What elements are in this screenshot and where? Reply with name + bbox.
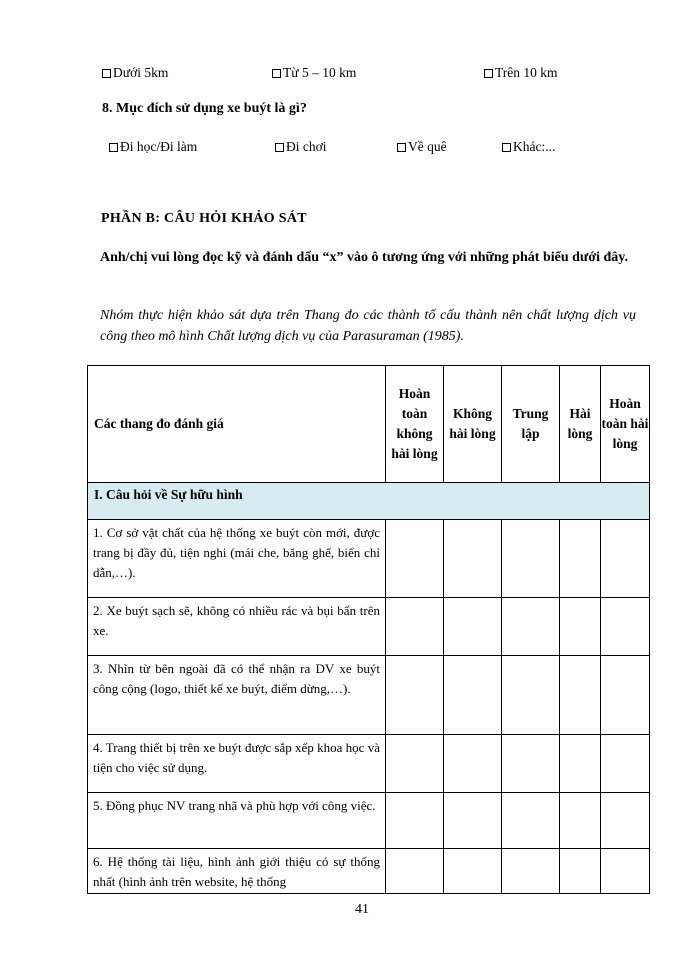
checkbox-icon[interactable] [484,69,493,78]
option-study-work[interactable]: Đi học/Đi làm [109,139,197,155]
instruction-text: Anh/chị vui lòng đọc kỹ và đánh dấu “x” vào ô tương ứng với những phát biểu dưới đây. [100,250,628,265]
table-row [88,598,650,656]
option-leisure[interactable]: Đi chơi [275,139,327,155]
scale-header: Hoàn toàn không hài lòng [386,366,444,483]
checkbox-icon[interactable] [272,69,281,78]
checkbox-icon[interactable] [102,69,111,78]
rating-cell[interactable] [560,520,601,598]
checkbox-icon[interactable] [275,143,284,152]
rating-cell[interactable] [560,849,601,894]
rating-cell[interactable] [601,656,650,735]
survey-table [87,365,650,894]
rating-cell[interactable] [444,656,502,735]
rating-cell[interactable] [386,735,444,793]
section-row [88,483,650,520]
rating-cell[interactable] [444,793,502,849]
rating-cell[interactable] [601,520,650,598]
rating-cell[interactable] [601,793,650,849]
item-text: 3. Nhìn từ bên ngoài đã có thể nhận ra DV xe buýt công cộng (logo, thiết kế xe buýt, điểm dừng,…). [88,656,386,735]
rating-cell[interactable] [502,598,560,656]
rating-cell[interactable] [560,793,601,849]
checkbox-icon[interactable] [109,143,118,152]
rating-cell[interactable] [444,520,502,598]
checkbox-icon[interactable] [397,143,406,152]
table-row [88,849,650,894]
rating-cell[interactable] [444,849,502,894]
scale-header: Hoàn toàn hài lòng [601,366,650,483]
item-text: 2. Xe buýt sạch sẽ, không có nhiều rác và bụi bẩn trên xe. [88,598,386,656]
option-5-10km[interactable]: Từ 5 – 10 km [272,65,356,81]
table-row [88,735,650,793]
item-text: 1. Cơ sở vật chất của hệ thống xe buýt còn mới, được trang bị đầy đủ, tiện nghi (mái che, băng ghế, biển chỉ dẫn,…). [88,520,386,598]
table-row [88,793,650,849]
table-row [88,520,650,598]
table-row [88,656,650,735]
item-text: 4. Trang thiết bị trên xe buýt được sắp xếp khoa học và tiện cho việc sử dụng. [88,735,386,793]
scale-header: Hài lòng [560,366,601,483]
rating-cell[interactable] [386,793,444,849]
rating-cell[interactable] [386,656,444,735]
rating-cell[interactable] [560,656,601,735]
rating-cell[interactable] [601,735,650,793]
rating-cell[interactable] [444,735,502,793]
rating-cell[interactable] [386,849,444,894]
table-header-row [88,366,650,483]
option-over-10km[interactable]: Trên 10 km [484,65,558,81]
rating-cell[interactable] [601,849,650,894]
scale-header: Trung lập [502,366,560,483]
criteria-header: Các thang đo đánh giá [88,366,386,483]
rating-cell[interactable] [560,735,601,793]
rating-cell[interactable] [386,598,444,656]
option-other[interactable]: Khác:... [502,139,555,155]
rating-cell[interactable] [502,656,560,735]
rating-cell[interactable] [502,520,560,598]
section-title: I. Câu hỏi về Sự hữu hình [88,483,650,520]
option-hometown[interactable]: Về quê [397,139,447,155]
checkbox-icon[interactable] [502,143,511,152]
rating-cell[interactable] [386,520,444,598]
rating-cell[interactable] [502,849,560,894]
item-text: 5. Đồng phục NV trang nhã và phù hợp với công việc. [88,793,386,849]
rating-cell[interactable] [444,598,502,656]
part-b-title: PHẦN B: CÂU HỎI KHẢO SÁT [101,211,307,226]
rating-cell[interactable] [502,735,560,793]
option-under-5km[interactable]: Dưới 5km [102,65,168,81]
page-number: 41 [355,902,369,917]
methodology-note: Nhóm thực hiện khảo sát dựa trên Thang đo các thành tố cấu thành nên chất lượng dịch vụ công theo mô hình Chất lượng dịch vụ của Parasuraman (1985). [100,308,636,344]
item-text: 6. Hệ thống tài liệu, hình ảnh giới thiệu có sự thống nhất (hình ảnh trên website, hệ thống [88,849,386,894]
rating-cell[interactable] [502,793,560,849]
question-8-title: 8. Mục đích sử dụng xe buýt là gì? [102,101,307,116]
rating-cell[interactable] [560,598,601,656]
rating-cell[interactable] [601,598,650,656]
scale-header: Không hài lòng [444,366,502,483]
